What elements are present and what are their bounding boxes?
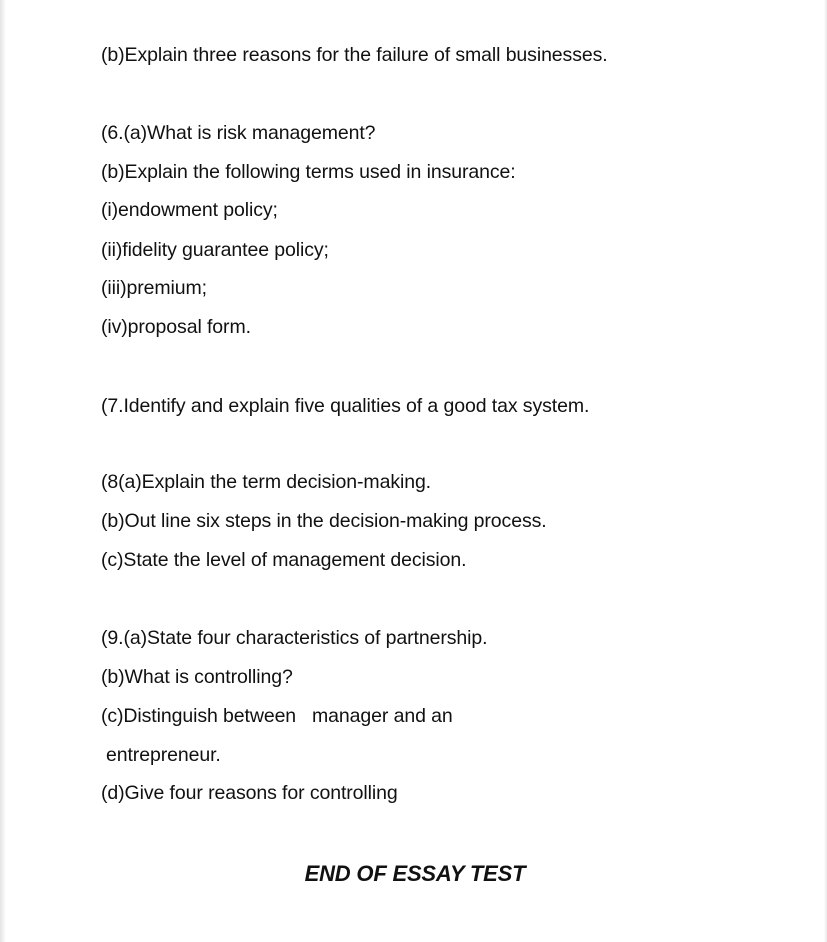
question-9c: (c)Distinguish between manager and an <box>101 705 453 727</box>
end-of-test-label: END OF ESSAY TEST <box>304 861 526 886</box>
question-8a: (8(a)Explain the term decision-making. <box>101 471 432 493</box>
question-6b-i: (i)endowment policy; <box>101 199 278 221</box>
question-6b-iv: (iv)proposal form. <box>101 316 251 338</box>
question-9b: (b)What is controlling? <box>101 666 293 688</box>
page-left-edge <box>0 0 6 942</box>
question-6b-ii: (ii)fidelity guarantee policy; <box>101 239 329 261</box>
question-9a: (9.(a)State four characteristics of partnership. <box>101 627 488 649</box>
question-7: (7.Identify and explain five qualities of a good tax system. <box>101 395 590 417</box>
question-6b: (b)Explain the following terms used in insurance: <box>101 161 516 183</box>
question-9d: (d)Give four reasons for controlling <box>101 782 398 804</box>
question-6b-iii: (iii)premium; <box>101 277 207 299</box>
question-8c: (c)State the level of management decision. <box>101 549 467 571</box>
question-8b: (b)Out line six steps in the decision-making process. <box>101 510 547 532</box>
question-6a: (6.(a)What is risk management? <box>101 122 376 144</box>
question-5b: (b)Explain three reasons for the failure of small businesses. <box>101 44 608 66</box>
question-9c-continued: entrepreneur. <box>106 744 221 766</box>
